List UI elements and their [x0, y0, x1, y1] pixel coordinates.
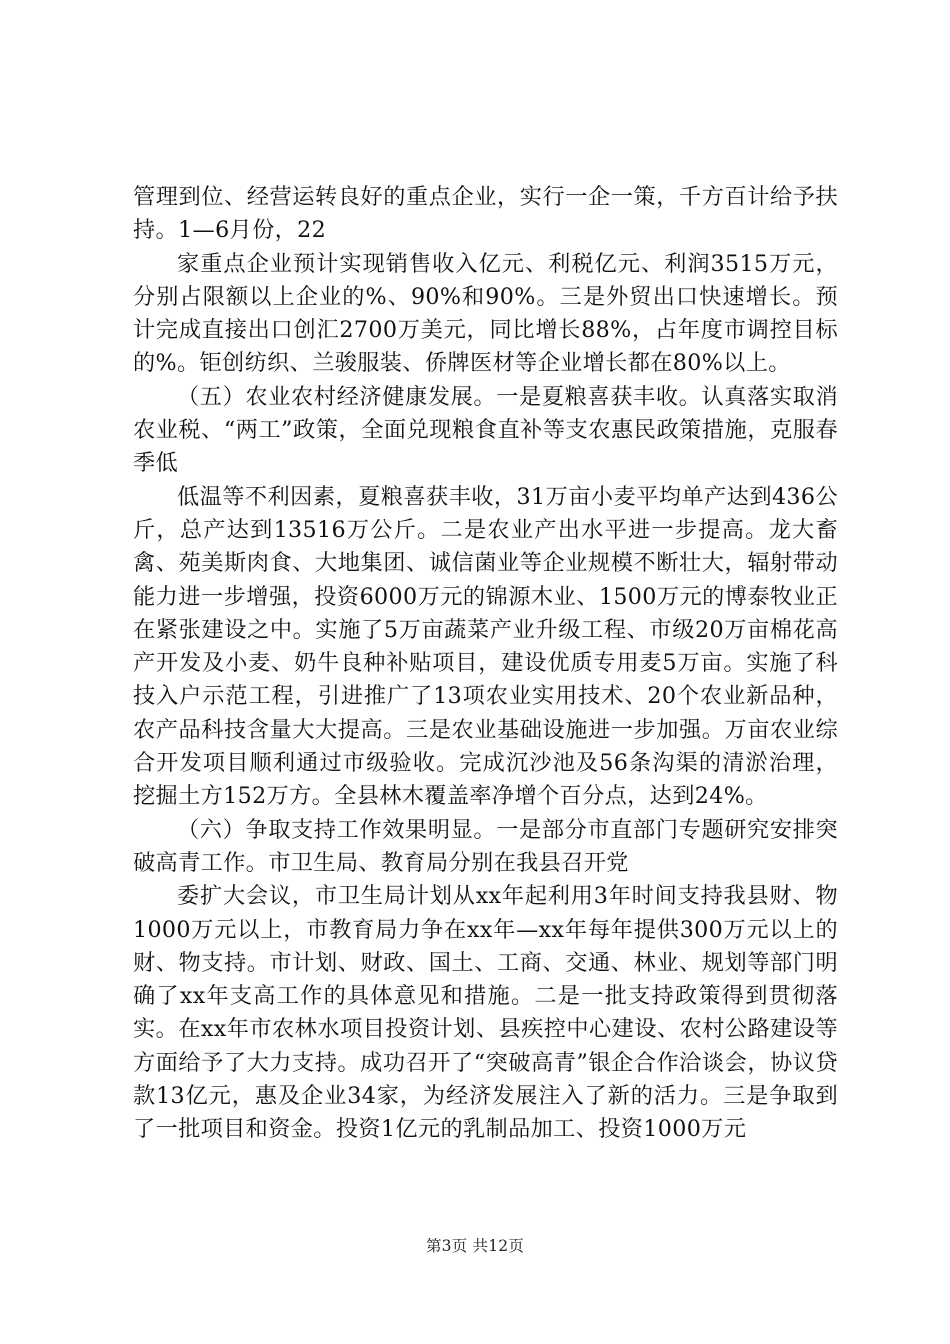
paragraph: 委扩大会议，市卫生局计划从xx年起利用3年时间支持我县财、物1000万元以上，市教育局力争在xx年—xx年每年提供300万元以上的财、物支持。市计划、财政、国土、工商、交通、林业、规划等部门明确了xx年支高工作的具体意见和措施。二是一批支持政策得到贯彻落实。在xx年市农林水项目投资计划、县疾控中心建设、农村公路建设等方面给予了大力支持。成功召开了“突破高青”银企合作洽谈会，协议贷款13亿元，惠及企业34家，为经济发展注入了新的活力。三是争取到了一批项目和资金。投资1亿元的乳制品加工、投资1000万元 [133, 883, 838, 1143]
paragraph: （五）农业农村经济健康发展。一是夏粮喜获丰收。认真落实取消农业税、“两工”政策，全面兑现粮食直补等支农惠民政策措施，克服春季低 [133, 383, 838, 477]
paragraph: （六）争取支持工作效果明显。一是部分市直部门专题研究安排突破高青工作。市卫生局、教育局分别在我县召开党 [133, 816, 838, 876]
document-body [133, 181, 838, 1147]
page-footer: 第3页 共12页 [425, 1237, 525, 1255]
paragraph: 管理到位、经营运转良好的重点企业，实行一企一策，千方百计给予扶持。1—6月份，22 [133, 184, 838, 244]
paragraph: 家重点企业预计实现销售收入亿元、利税亿元、利润3515万元，分别占限额以上企业的%、90%和90%。三是外贸出口快速增长。预计完成直接出口创汇2700万美元，同比增长88%，占年度市调控目标的%。钜创纺织、兰骏服装、侨牌医材等企业增长都在80%以上。 [133, 250, 838, 377]
paragraph: 低温等不利因素，夏粮喜获丰收，31万亩小麦平均单产达到436公斤，总产达到13516万公斤。二是农业产出水平进一步提高。龙大畜禽、苑美斯肉食、大地集团、诚信菌业等企业规模不断壮大，辐射带动能力进一步增强，投资6000万元的锦源木业、1500万元的博泰牧业正在紧张建设之中。实施了5万亩蔬菜产业升级工程、市级20万亩棉花高产开发及小麦、奶牛良种补贴项目，建设优质专用麦5万亩。实施了科技入户示范工程，引进推广了13项农业实用技术、20个农业新品种，农产品科技含量大大提高。三是农业基础设施进一步加强。万亩农业综合开发项目顺利通过市级验收。完成沉沙池及56条沟渠的清淤治理，挖掘土方152万方。全县林木覆盖率净增个百分点，达到24%。 [133, 483, 838, 810]
